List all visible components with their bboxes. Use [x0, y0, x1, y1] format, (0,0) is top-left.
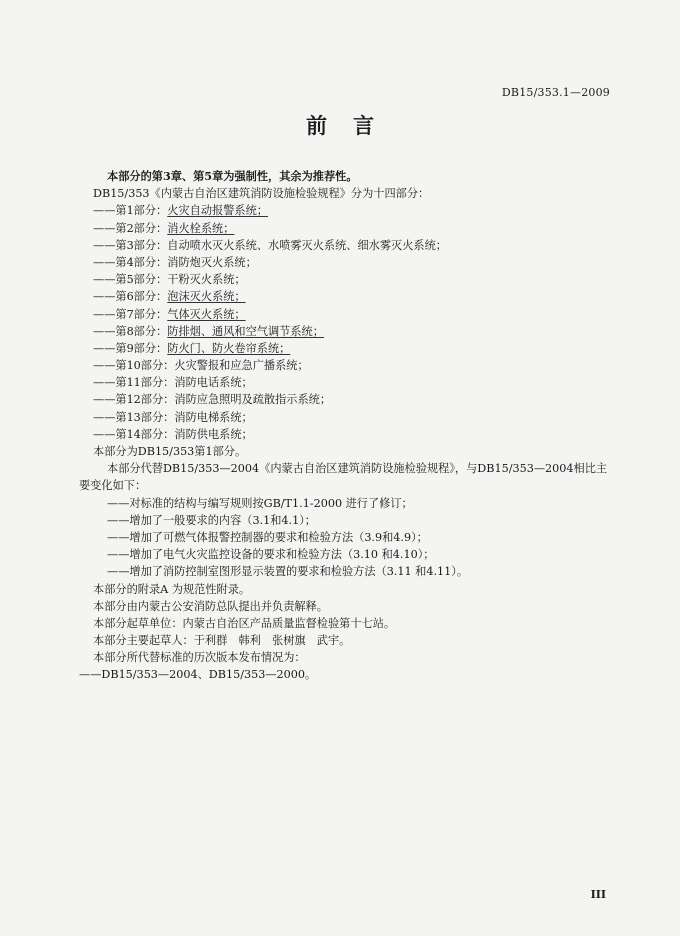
drafting-unit-line: 本部分起草单位：内蒙古自治区产品质量监督检验第十七站。: [93, 616, 396, 630]
page-title: [0, 110, 680, 140]
title-char-1: 前: [306, 113, 327, 138]
part-name: 消防应急照明及疏散指示系统；: [174, 393, 332, 407]
part-name: 消防电话系统；: [174, 376, 253, 390]
list-item: ——增加了可燃气体报警控制器的要求和检验方法（3.9和4.9）；: [107, 530, 428, 544]
part-name: 消火栓系统；: [167, 221, 235, 235]
closing-lines: [79, 581, 613, 684]
part-prefix: ——第14部分：: [93, 427, 175, 441]
part-name: 消防电梯系统；: [174, 410, 253, 424]
part-name: 消防供电系统；: [174, 427, 253, 441]
list-item: [93, 426, 613, 443]
intro-line-2: DB15/353《内蒙古自治区建筑消防设施检验规程》分为十四部分：: [93, 187, 430, 201]
list-item: [93, 220, 613, 237]
annex-line: 本部分的附录A 为规范性附录。: [93, 582, 251, 596]
part-prefix: ——第4部分：: [93, 255, 168, 269]
proposer-line: 本部分由内蒙古公安消防总队提出并负责解释。: [93, 599, 328, 613]
list-item: [93, 306, 613, 323]
part-prefix: ——第11部分：: [93, 376, 175, 390]
part-prefix: ——第13部分：: [93, 410, 175, 424]
intro-line-1: 本部分的第3章、第5章为强制性，其余为推荐性。: [107, 169, 358, 183]
list-item: [93, 409, 613, 426]
replace-line-2: 要变化如下：: [79, 479, 147, 493]
part-name: 自动喷水灭火系统、水喷雾灭火系统、细水雾灭火系统；: [167, 238, 447, 252]
parts-list: [93, 202, 613, 443]
part-prefix: ——第9部分：: [93, 341, 168, 355]
part-prefix: ——第7部分：: [93, 307, 168, 321]
standard-code: DB15/353.1—2009: [501, 86, 610, 99]
list-item: [93, 288, 613, 305]
page-number: III: [590, 888, 606, 901]
list-item: ——增加了电气火灾监控设备的要求和检验方法（3.10 和4.10）；: [107, 548, 435, 562]
list-item: [93, 202, 613, 219]
list-item: [93, 374, 613, 391]
list-item: [93, 391, 613, 408]
list-item: [93, 271, 613, 288]
part-prefix: ——第2部分：: [93, 221, 168, 235]
list-item: ——对标准的结构与编写规则按GB/T1.1-2000 进行了修订；: [107, 496, 413, 510]
drafters-line: 本部分主要起草人：于利群 韩利 张树旗 武宇。: [93, 634, 351, 648]
part-name: 防火门、防火卷帘系统；: [167, 341, 291, 355]
part-prefix: ——第10部分：: [93, 359, 175, 373]
part-name: 泡沫灭火系统；: [167, 290, 246, 304]
part-name: 火灾自动报警系统；: [167, 204, 268, 218]
list-item: ——增加了消防控制室图形显示装置的要求和检验方法（3.11 和4.11）。: [107, 565, 469, 579]
this-part-line: 本部分为DB15/353第1部分。: [93, 445, 247, 458]
list-item: [93, 323, 613, 340]
part-name: 消防炮灭火系统；: [167, 255, 257, 269]
part-prefix: ——第6部分：: [93, 290, 168, 304]
replace-line-1: 本部分代替DB15/353—2004《内蒙古自治区建筑消防设施检验规程》，与DB15/353—2004相比主: [107, 462, 608, 476]
part-prefix: ——第8部分：: [93, 324, 168, 338]
part-prefix: ——第1部分：: [93, 204, 168, 218]
list-item: [93, 340, 613, 357]
list-item: [93, 237, 613, 254]
part-name: 气体灭火系统；: [167, 307, 246, 321]
list-item: ——增加了一般要求的内容（3.1和4.1）；: [107, 513, 316, 527]
foreword-body: [79, 168, 613, 684]
list-item: [93, 254, 613, 271]
part-name: 火灾警报和应急广播系统；: [174, 359, 309, 373]
part-prefix: ——第5部分：: [93, 273, 168, 287]
part-name: 防排烟、通风和空气调节系统；: [167, 324, 324, 338]
history-versions-line: ——DB15/353—2004、DB15/353—2000。: [79, 668, 317, 682]
history-line: 本部分所代替标准的历次版本发布情况为：: [93, 651, 306, 665]
part-name: 干粉灭火系统；: [167, 273, 246, 287]
list-item: [93, 357, 613, 374]
part-prefix: ——第3部分：: [93, 238, 168, 252]
part-prefix: ——第12部分：: [93, 393, 175, 407]
title-char-2: 言: [353, 113, 374, 138]
changes-list: [93, 495, 613, 581]
